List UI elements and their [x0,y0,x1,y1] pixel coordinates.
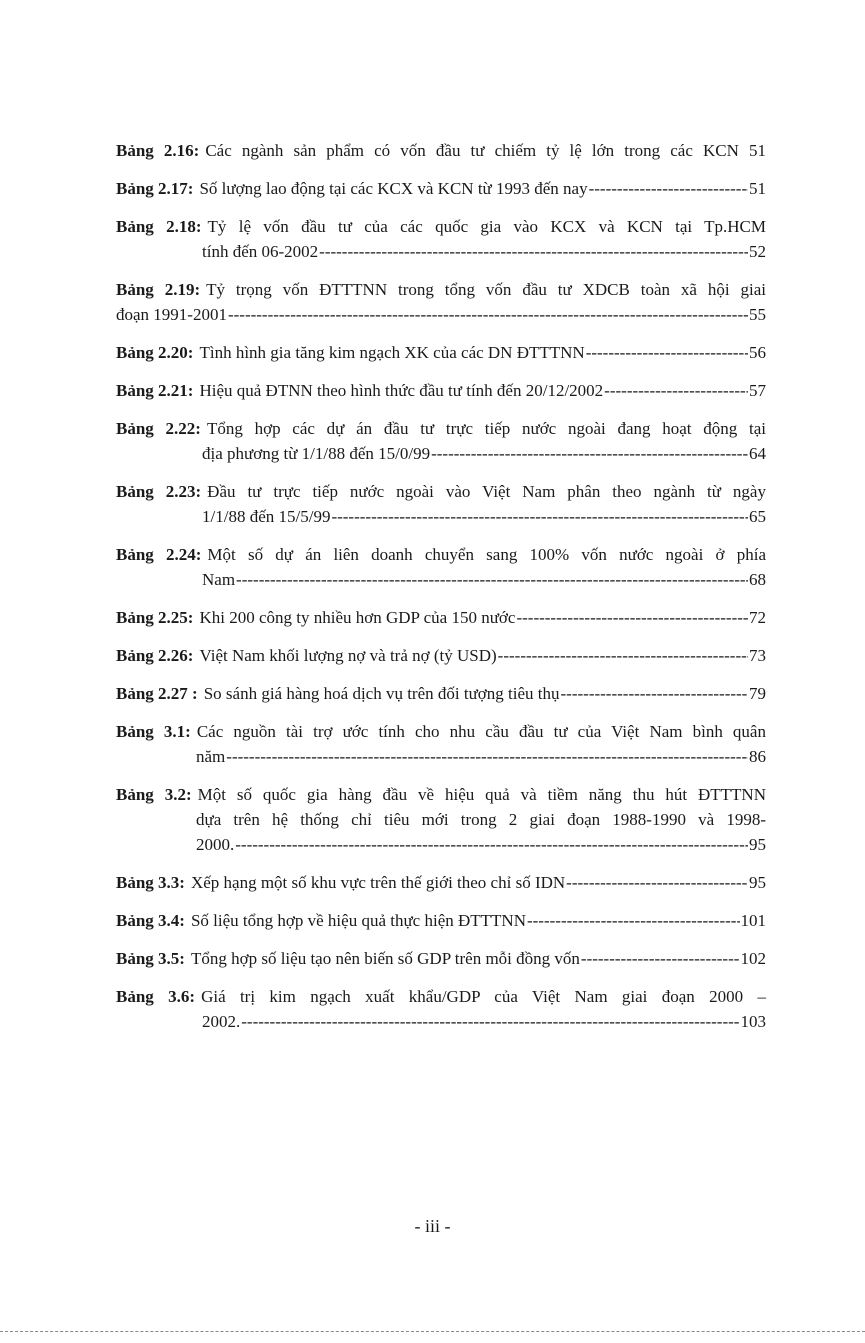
toc-entry[interactable] [116,643,766,668]
toc-entry[interactable] [116,681,766,706]
entry-label: Bảng 3.4: [116,911,185,930]
toc-line-continued [116,807,766,832]
dot-leader [236,567,748,592]
entry-title: Số liệu tổng hợp về hiệu quả thực hiện ĐTTTNN [190,911,526,930]
page-number: 73 [749,646,766,665]
toc-line [116,605,766,630]
toc-line [116,340,766,365]
toc-entry[interactable] [116,984,766,1034]
dot-leader [527,908,740,933]
toc-line [116,176,766,201]
entry-title-continued: đoạn 1991-2001 [116,305,227,324]
toc-line-continued [116,504,766,529]
entry-title: Các nguồn tài trợ ước tính cho nhu cầu đầu tư của Việt Nam bình quân [196,722,766,741]
dot-leader [566,870,748,895]
toc-entry[interactable] [116,946,766,971]
dot-leader [586,340,748,365]
entry-label: Bảng 2.21: [116,381,194,400]
page-number: 55 [749,305,766,324]
page-number: 51 [749,179,766,198]
page-number: 72 [749,608,766,627]
entry-label: Bảng 2.16: [116,141,200,160]
toc-line [116,378,766,403]
toc-line [116,908,766,933]
page-number: 52 [749,242,766,261]
entry-title-continued: năm [196,747,226,766]
toc-line [116,719,766,744]
toc-line-continued [116,567,766,592]
entry-label: Bảng 2.25: [116,608,194,627]
page-number: 64 [749,444,766,463]
page-number: 65 [749,507,766,526]
toc-entry[interactable] [116,719,766,769]
toc-entry[interactable] [116,214,766,264]
toc-entry[interactable] [116,605,766,630]
toc-line [116,416,766,441]
dot-leader [604,378,748,403]
entry-title: Hiệu quả ĐTNN theo hình thức đầu tư tính đến 20/12/2002 [199,381,604,400]
entry-label: Bảng 3.2: [116,785,192,804]
toc-line [116,479,766,504]
page-number: 101 [740,911,766,930]
toc-line [116,277,766,302]
toc-line [116,138,766,163]
entry-title: Số lượng lao động tại các KCX và KCN từ 1993 đến nay [199,179,588,198]
dot-leader [226,744,748,769]
entry-title: Đầu tư trực tiếp nước ngoài vào Việt Nam phân theo ngành từ ngày [207,482,766,501]
entry-title: Tình hình gia tăng kim ngạch XK của các DN ĐTTTNN [199,343,585,362]
dot-leader [235,832,748,857]
toc-line [116,946,766,971]
entry-title: Xếp hạng một số khu vực trên thế giới theo chỉ số IDN [190,873,566,892]
entry-title: Việt Nam khối lượng nợ và trả nợ (tỷ USD) [199,646,497,665]
page-folio: - iii - [414,1216,451,1236]
toc-line-continued [116,441,766,466]
dot-leader [319,239,748,264]
entry-title: Tổng hợp các dự án đầu tư trực tiếp nước ngoài đang hoạt động tại [206,419,766,438]
entry-title-continued: Nam [202,570,236,589]
entry-title-continued: địa phương từ 1/1/88 đến 15/0/99 [202,444,431,463]
toc-entry[interactable] [116,138,766,163]
dot-leader [228,302,748,327]
entry-label: Bảng 2.19: [116,280,201,299]
dot-leader [561,681,748,706]
page-number: 68 [749,570,766,589]
entry-label: Bảng 3.3: [116,873,185,892]
table-of-tables-list [116,138,766,1047]
scan-edge-line [0,1331,865,1332]
entry-title: Tỷ trọng vốn ĐTTTNN trong tổng vốn đầu tư XDCB toàn xã hội giai [206,280,766,299]
dot-leader [589,176,748,201]
entry-label: Bảng 2.23: [116,482,202,501]
dot-leader [581,946,740,971]
entry-title-continued: tính đến 06-2002 [202,242,319,261]
entry-title: Một số dự án liên doanh chuyển sang 100% vốn nước ngoài ở phía [207,545,766,564]
entry-title: Các ngành sản phẩm có vốn đầu tư chiếm tỷ lệ lớn trong các KCN 51 [205,141,766,160]
entry-label: Bảng 3.5: [116,949,185,968]
page-number: 79 [749,684,766,703]
dot-leader [431,441,748,466]
entry-label: Bảng 2.22: [116,419,201,438]
toc-entry[interactable] [116,416,766,466]
entry-label: Bảng 3.6: [116,987,196,1006]
toc-line [116,214,766,239]
toc-entry[interactable] [116,479,766,529]
entry-label: Bảng 2.20: [116,343,194,362]
toc-line [116,681,766,706]
page-number: 95 [749,835,766,854]
toc-entry[interactable] [116,870,766,895]
entry-title: Khi 200 công ty nhiều hơn GDP của 150 nước [199,608,516,627]
toc-line-continued [116,744,766,769]
dot-leader [241,1009,739,1034]
page-number: 102 [740,949,766,968]
page-number: 57 [749,381,766,400]
dot-leader [516,605,748,630]
entry-label: Bảng 2.26: [116,646,194,665]
toc-entry[interactable] [116,277,766,327]
toc-line-continued [116,1009,766,1034]
toc-line-continued [116,832,766,857]
toc-entry[interactable] [116,542,766,592]
entry-title: Tổng hợp số liệu tạo nên biến số GDP trên mỗi đồng vốn [190,949,580,968]
toc-entry[interactable] [116,176,766,201]
toc-entry[interactable] [116,378,766,403]
entry-title: Một số quốc gia hàng đầu về hiệu quả và tiềm năng thu hút ĐTTTNN [197,785,766,804]
entry-title: So sánh giá hàng hoá dịch vụ trên đối tượng tiêu thụ [203,684,560,703]
toc-line-continued [116,239,766,264]
toc-line [116,782,766,807]
entry-label: Bảng 2.17: [116,179,194,198]
entry-title-continued: 1/1/88 đến 15/5/99 [202,507,331,526]
dot-leader [331,504,748,529]
entry-label: Bảng 3.1: [116,722,191,741]
page-number: 86 [749,747,766,766]
toc-line [116,643,766,668]
entry-title-continued: 2000. [196,835,235,854]
toc-line [116,984,766,1009]
toc-entry[interactable] [116,908,766,933]
entry-label: Bảng 2.27 : [116,684,198,703]
toc-line [116,542,766,567]
page-number: 103 [740,1012,766,1031]
page-number: 56 [749,343,766,362]
toc-line [116,870,766,895]
entry-label: Bảng 2.24: [116,545,202,564]
page-number: 95 [749,873,766,892]
entry-title: Tỷ lệ vốn đầu tư của các quốc gia vào KCX và KCN tại Tp.HCM [207,217,766,236]
entry-title-continued: 2002. [202,1012,241,1031]
entry-title-continued: dựa trên hệ thống chỉ tiêu mới trong 2 giai đoạn 1988-1990 và 1998- [196,810,766,829]
entry-title: Giá trị kim ngạch xuất khẩu/GDP của Việt Nam giai đoạn 2000 – [201,987,766,1006]
toc-entry[interactable] [116,782,766,857]
toc-entry[interactable] [116,340,766,365]
dot-leader [498,643,748,668]
toc-line-continued [116,302,766,327]
entry-label: Bảng 2.18: [116,217,202,236]
